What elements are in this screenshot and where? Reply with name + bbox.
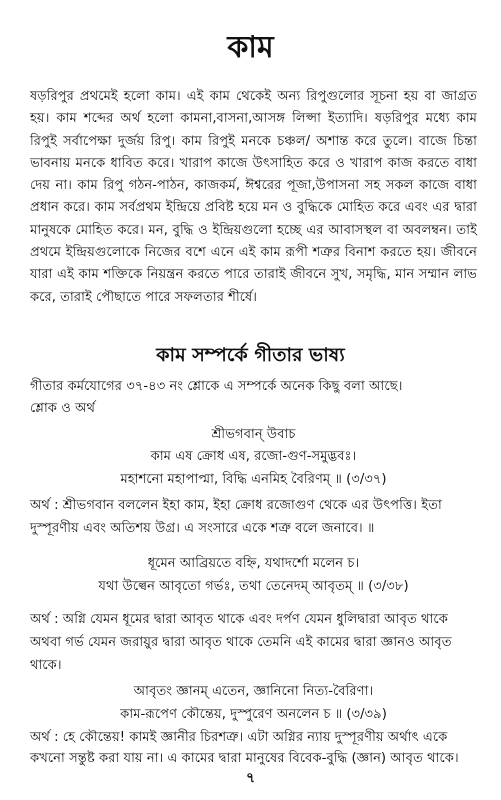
verse3-line2: কাম-রূপেণ কৌন্তেয়, দুস্পুরেণ অনলেন চ ॥ (৩/৩৯) [120,707,387,722]
verse2-line1: ধূমেন আব্রিয়তে বহ্নি, যথাদর্শো মলেন চ। [147,556,360,571]
section-subtitle: কাম সম্পর্কে গীতার ভাষ্য [156,344,345,366]
verse2-line2: যথা উল্বেন আবৃতো গর্ভঃ, তথা তেনেদম্ আবৃতম্ ॥ (৩/৩৮) [98,579,409,594]
verse1-line2: মহাশনো মহাপাপ্মা, বিদ্ধি এনমিহ বৈরিণম্ ॥ (৩/৩৭) [120,472,387,487]
sloka-heading: শ্লোক ও অর্থ [30,401,96,416]
verse1-meaning-line1: অর্থ : শ্রীভগবান বললেন ইহা কাম, ইহা ক্রোধ রজোগুণ থেকে এর উৎপত্তি। ইতা [30,498,442,513]
verse3-meaning-line2: কখনো সন্তুষ্ট করা যায় না। এ কামের দ্বারা মানুষের বিবেক-বুদ্ধি (জ্ঞান) আবৃত থাকে। [30,751,459,766]
verse3-meaning-line1: অর্থ : হে কৌন্তেয়! কামই জ্ঞানীর চিরশত্রু। এটা অগ্নির ন্যায় দুস্পূরণীয় অর্থাৎ একে [30,730,448,745]
verse2-meaning-line2: অথবা গর্ভ যেমন জরায়ুর দ্বারা আবৃত থাকে তেমনি এই কামের দ্বারা জ্ঞানও আবৃত [30,635,452,650]
verse1-line1: কাম এষ ক্রোধ এষ, রজো-গুণ-সমুদ্ভবঃ। [150,449,357,464]
verse1-meaning-line2: দুস্পূরণীয় এবং অতিশয় উগ্র। এ সংসারে একে শত্রু বলে জনাবে। ॥ [30,521,375,536]
verse2-meaning-line3: থাকে। [30,658,62,673]
verse3-line1: আবৃতং জ্ঞানম্ এতেন, জ্ঞানিনো নিত্য-বৈরিণা। [133,684,374,699]
verse2-meaning-line1: অর্থ : অগ্নি যেমন ধূমের দ্বারা আবৃত থাকে এবং দর্পণ যেমন ধুলিদ্বারা আবৃত থাকে [30,612,448,627]
intro-paragraph: ষড়রিপুর প্রথমেই হলো কাম। এই কাম থেকেই অন্য রিপুগুলোর সূচনা হয় বা জাগ্রত হয়। কাম শব্দের অর্থ হলো কামনা,বাসনা,আসঙ্গ লিপ্সা ইত্যাদি। ষড়রিপুর মধ্যে কাম রিপুই সর্বাপেক্ষা দুর্জয় রিপু। কাম রিপুই মনকে চঞ্চল/ অশান্ত করে তুলে। বাজে চিন্তা ভাবনায় মনকে ধাবিত করে। খারাপ কাজে উৎসাহিত করে ও খারাপ কাজ করতে বাধা দেয় না। কাম রিপু গঠন-পাঠন, কাজকর্ম, ঈশ্বরের পূজা,উপাসনা সহ সকল কাজে বাধা প্রধান করে। কাম সর্বপ্রথম ইন্দ্রিয়ে প্রবিষ্ট হয়ে মন ও বুদ্ধিকে মোহিত করে এবং এর দ্বারা মানুষকে মোহিত করে। মন, বুদ্ধি ও ইন্দ্রিয়গুলো হচ্ছে এর আবাসস্থল বা অবলম্বন। তাই প্রথমে ইন্দ্রিয়গুলোকে নিজের বশে এনে এই কাম রূপী শত্রুর বিনাশ করতে হয়। জীবনে যারা এই কাম শক্তিকে নিয়ন্ত্রন করতে পারে তারাই জীবনে সুখ, সমৃদ্ধি, মান সম্মান লাভ করে, তারাই পৌছাতে পারে সফলতার শীর্ষে। [30,89,477,305]
page-title: কাম [227,30,274,65]
gita-intro-text: গীতার কর্মযোগের ৩৭-৪৩ নং শ্লোকে এ সম্পর্কে অনেক কিছু বলা আছে। [30,379,403,394]
verse1-speaker: শ্রীভগবান্ উবাচ [211,427,296,442]
page-number: ৭ [245,770,256,786]
